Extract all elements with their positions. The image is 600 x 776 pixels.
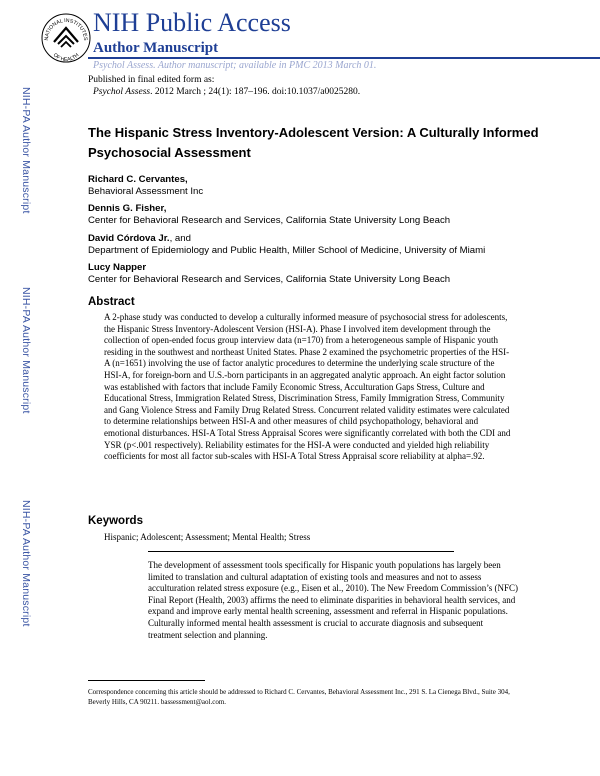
keywords-list: Hispanic; Adolescent; Assessment; Mental Health; Stress [104,532,311,542]
header-rule [88,57,600,59]
author-affiliation: Department of Epidemiology and Public Health, Miller School of Medicine, University of Miami [88,245,486,256]
citation-line [93,87,360,97]
author-block [88,203,450,227]
published-in-line: Published in final edited form as: [88,75,215,85]
abstract-text: A 2-phase study was conducted to develop a culturally informed measure of psychosocial stress for adolescents, the Hispanic Stress Inventory-Adolescent Version (HSI-A). Phase I involved item development through the collection of open-ended focus group interview data (n=170) from a heterogeneous sample of Hispanic youth residing in the southwest and northeast United States. Phase 2 examined the psychometric properties of the HSI-A (n=1651) involving the use of factor analytic procedures to determine the underlying scale structure of the HSI-A, for foreign-born and U.S.-born participants in an aggregated analytic approach. An eight factor solution was established with factors that include Family Economic Stress, Acculturation Gaps Stress, Culture and Educational Stress, Immigration Related Stress, Discrimination Stress, Family Immigration Stress, Community and Gang Violence Stress and Family Drug Related Stress. Concurrent related validity estimates were calculated to determine relationships between HSI-A and other measures of child psychopathology, behavioral and emotional disturbances. HSI-A Total Stress Appraisal Scores were significantly correlated with both the CDI and YSR (p<.001 respectively). Reliability estimates for the HSI-A were conducted and yielded high reliability coefficients for most all factor sub-scales with HSI-A Total Stress Appraisal score reliability at alpha=.92. [104,312,511,462]
author-affiliation: Center for Behavioral Research and Services, California State University Long Beach [88,274,451,285]
intro-paragraph: The development of assessment tools specifically for Hispanic youth populations has largely been limited to translation and cultural adaptation of existing tools and measures and not to assess acculturation related stress exposure (e.g., Eisen et al., 2010). The New Freedom Commission’s (NFC) Final Report (Health, 2003) affirms the need to eliminate disparities in behavioral health services, and expand and improve early mental health screening, assessment and referral in Hispanic populations. Culturally informed mental health assessment is crucial to accurate diagnosis and subsequent treatment selection and planning. [148,560,519,640]
section-divider [148,551,454,552]
author-manuscript-label: Author Manuscript [93,40,219,56]
pmc-availability-note: Psychol Assess. Author manuscript; available in PMC 2013 March 01. [93,60,377,71]
author-suffix: , [185,174,188,185]
author-suffix: , [163,203,167,214]
logo-text-bottom: OF HEALTH [51,52,81,64]
citation-details: . 2012 March ; 24(1): 187–196. doi:10.1037/a0025280. [150,87,361,97]
side-banner: NIH-PA Author Manuscript [20,87,32,214]
side-banner: NIH-PA Author Manuscript [20,500,32,627]
author-name: David Córdova Jr. [88,233,170,244]
nih-public-access-title: NIH Public Access [93,8,291,37]
keywords-heading: Keywords [88,515,143,527]
author-affiliation: Behavioral Assessment Inc [88,186,204,197]
logo-text-top: NATIONAL INSTITUTES [43,17,89,41]
nih-logo [40,12,92,64]
author-block [88,233,485,257]
journal-name: Psychol Assess [93,87,151,97]
author-suffix: , and [169,233,191,244]
footnote-divider [88,680,205,681]
author-affiliation: Center for Behavioral Research and Services, California State University Long Beach [88,215,451,226]
side-banner: NIH-PA Author Manuscript [20,287,32,414]
article-title: The Hispanic Stress Inventory-Adolescent Version: A Culturally Informed Psychosocial Assessment [88,125,539,160]
author-block [88,262,450,286]
correspondence-footnote: Correspondence concerning this article should be addressed to Richard C. Cervantes, Behavioral Assessment Inc., 291 S. La Cienega Blvd., Suite 304, Beverly Hills, CA 90211. bassessment@aol.com. [88,688,510,706]
author-name: Dennis G. Fisher [88,203,164,214]
author-block [88,174,203,198]
abstract-heading: Abstract [88,296,135,308]
author-name: Richard C. Cervantes [88,174,186,185]
author-name: Lucy Napper [88,262,147,273]
